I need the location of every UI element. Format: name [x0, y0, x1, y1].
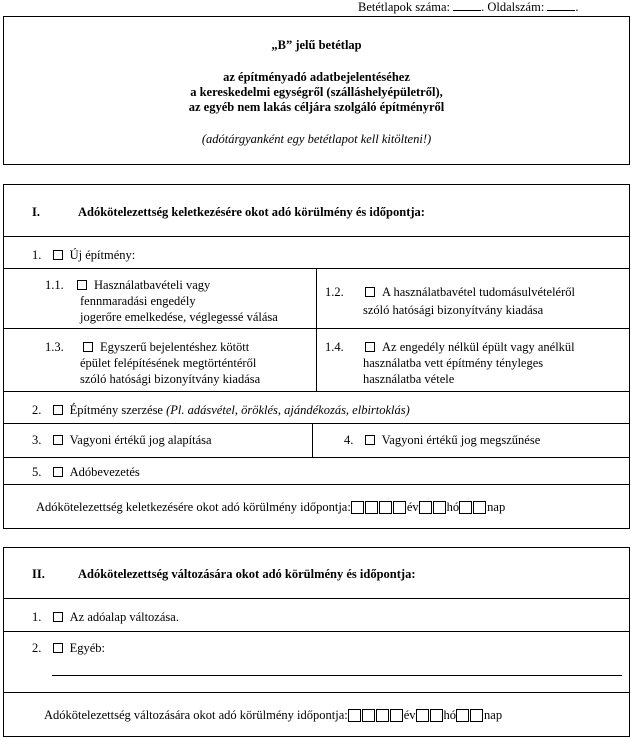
- day-digit-2[interactable]: [473, 501, 486, 514]
- year-digit-4[interactable]: [390, 709, 403, 722]
- form-subtitle-line1: az építményadó adatbejelentéséhez: [223, 70, 410, 84]
- divider: [3, 631, 630, 632]
- right-establish-checkbox[interactable]: [53, 435, 63, 445]
- item-1-4-line3: használatba vétele: [363, 372, 455, 386]
- day-digit-2[interactable]: [470, 709, 483, 722]
- divider: [3, 484, 630, 485]
- item-label: Az adóalap változása.: [69, 610, 179, 624]
- item-number: 1.1.: [45, 278, 64, 292]
- date-label: Adókötelezettség keletkezésére okot adó körülmény időpontja:: [36, 500, 351, 514]
- year-digit-1[interactable]: [348, 709, 361, 722]
- year-digit-4[interactable]: [393, 501, 406, 514]
- item-number: 1.4.: [325, 340, 344, 354]
- year-label: év: [406, 500, 419, 514]
- section1-date-row: [36, 500, 505, 515]
- item-tax-base-change: [32, 610, 179, 625]
- other-text-line[interactable]: [52, 675, 622, 676]
- item-right-establish: [32, 433, 212, 448]
- divider: [3, 598, 630, 599]
- item-1-2-checkbox[interactable]: [365, 287, 375, 297]
- item-1-4-checkbox[interactable]: [365, 342, 375, 352]
- form-title: „B” jelű betétlap: [271, 38, 362, 52]
- year-digit-2[interactable]: [365, 501, 378, 514]
- month-digit-1[interactable]: [419, 501, 432, 514]
- item-number: 4.: [344, 433, 354, 447]
- divider: [3, 423, 630, 424]
- page-number-label: . Oldalszám:: [481, 0, 545, 14]
- item-label: Adóbevezetés: [69, 465, 140, 479]
- item-number: 5.: [32, 465, 42, 479]
- year-digit-3[interactable]: [376, 709, 389, 722]
- item-1-4-line2: használatba vett építmény tényleges: [363, 356, 544, 370]
- section1-title: Adókötelezettség keletkezésére okot adó körülmény és időpontja:: [78, 205, 425, 219]
- divider: [3, 457, 630, 458]
- year-digit-1[interactable]: [351, 501, 364, 514]
- item-label: Egyszerű bejelentéshez kötött: [100, 340, 250, 354]
- item-other: [32, 641, 105, 656]
- section2-date-row: [44, 708, 502, 723]
- item-number: 2.: [32, 403, 42, 417]
- item-note: (Pl. adásvétel, öröklés, ajándékozás, elbirtoklás): [166, 403, 410, 417]
- year-label: év: [403, 708, 416, 722]
- acquisition-checkbox[interactable]: [53, 405, 63, 415]
- item-1-3-line3: szóló hatósági bizonyítvány kiadása: [80, 372, 261, 386]
- item-label: Az engedély nélkül épült vagy anélkül: [382, 340, 575, 354]
- divider: [3, 391, 630, 392]
- item-1-1-checkbox[interactable]: [77, 280, 87, 290]
- day-digit-1[interactable]: [459, 501, 472, 514]
- section1-roman: I.: [32, 205, 40, 219]
- form-subtitle-line2: a kereskedelmi egységről (szálláshelyépületről),: [190, 85, 443, 99]
- item-label: Egyéb:: [69, 641, 106, 655]
- other-checkbox[interactable]: [53, 643, 63, 653]
- item-number: 1.: [32, 610, 42, 624]
- sheet-count-label: Betétlapok száma:: [358, 0, 450, 14]
- tax-base-change-checkbox[interactable]: [53, 612, 63, 622]
- item-label: Új építmény:: [69, 248, 136, 262]
- divider: [3, 692, 630, 693]
- page-header: Betétlapok száma: . Oldalszám: .: [358, 0, 579, 14]
- item-1-3-line2: épület felépítésének megtörténtéről: [80, 356, 257, 370]
- sheet-count-field[interactable]: [453, 0, 481, 11]
- month-digit-1[interactable]: [416, 709, 429, 722]
- right-termination-checkbox[interactable]: [365, 435, 375, 445]
- item-1-3-checkbox[interactable]: [83, 342, 93, 352]
- item-number: 1.2.: [325, 285, 344, 299]
- day-label: nap: [487, 500, 506, 514]
- section2-roman: II.: [32, 567, 45, 581]
- month-label: hó: [443, 708, 457, 722]
- item-label: Vagyoni értékű jog alapítása: [69, 433, 212, 447]
- month-digit-2[interactable]: [430, 709, 443, 722]
- item-number: 2.: [32, 641, 42, 655]
- day-digit-1[interactable]: [456, 709, 469, 722]
- item-acquisition: [32, 403, 410, 418]
- item-tax-introduction: [32, 465, 140, 480]
- divider: [3, 328, 630, 329]
- month-digit-2[interactable]: [433, 501, 446, 514]
- item-label: Használatbavételi vagy: [94, 278, 211, 292]
- page-number-field[interactable]: [547, 0, 575, 11]
- item-number: 3.: [32, 433, 42, 447]
- item-number: 1.: [32, 248, 42, 262]
- divider: [3, 236, 630, 237]
- item-1-1-line2: fennmaradási engedély: [80, 294, 196, 308]
- day-label: nap: [484, 708, 503, 722]
- section2-title: Adókötelezettség változására okot adó körülmény és időpontja:: [78, 567, 416, 581]
- tax-introduction-checkbox[interactable]: [53, 467, 63, 477]
- item-new-building: [32, 248, 135, 263]
- item-number: 1.3.: [45, 340, 64, 354]
- column-divider: [316, 268, 317, 391]
- form-subtitle-line3: az egyéb nem lakás céljára szolgáló építményről: [188, 100, 445, 114]
- item-label: A használatbavétel tudomásulvételéről: [382, 285, 575, 299]
- column-divider: [312, 423, 313, 457]
- new-building-checkbox[interactable]: [53, 250, 63, 260]
- item-1-3: [45, 340, 249, 355]
- item-1-1-line3: jogerőre emelkedése, véglegessé válása: [80, 310, 278, 324]
- date-label: Adókötelezettség változására okot adó körülmény időpontja:: [44, 708, 348, 722]
- item-1-1: [45, 278, 210, 293]
- item-1-4: [325, 340, 575, 355]
- item-1-2-line2: szóló hatósági bizonyítvány kiadása: [363, 303, 544, 317]
- form-note: (adótárgyanként egy betétlapot kell kitölteni!): [201, 132, 432, 146]
- item-right-termination: [344, 433, 540, 448]
- year-digit-2[interactable]: [362, 709, 375, 722]
- item-label: Építmény szerzése: [69, 403, 163, 417]
- item-label: Vagyoni értékű jog megszűnése: [381, 433, 541, 447]
- year-digit-3[interactable]: [379, 501, 392, 514]
- month-label: hó: [446, 500, 460, 514]
- item-1-2: [325, 285, 575, 300]
